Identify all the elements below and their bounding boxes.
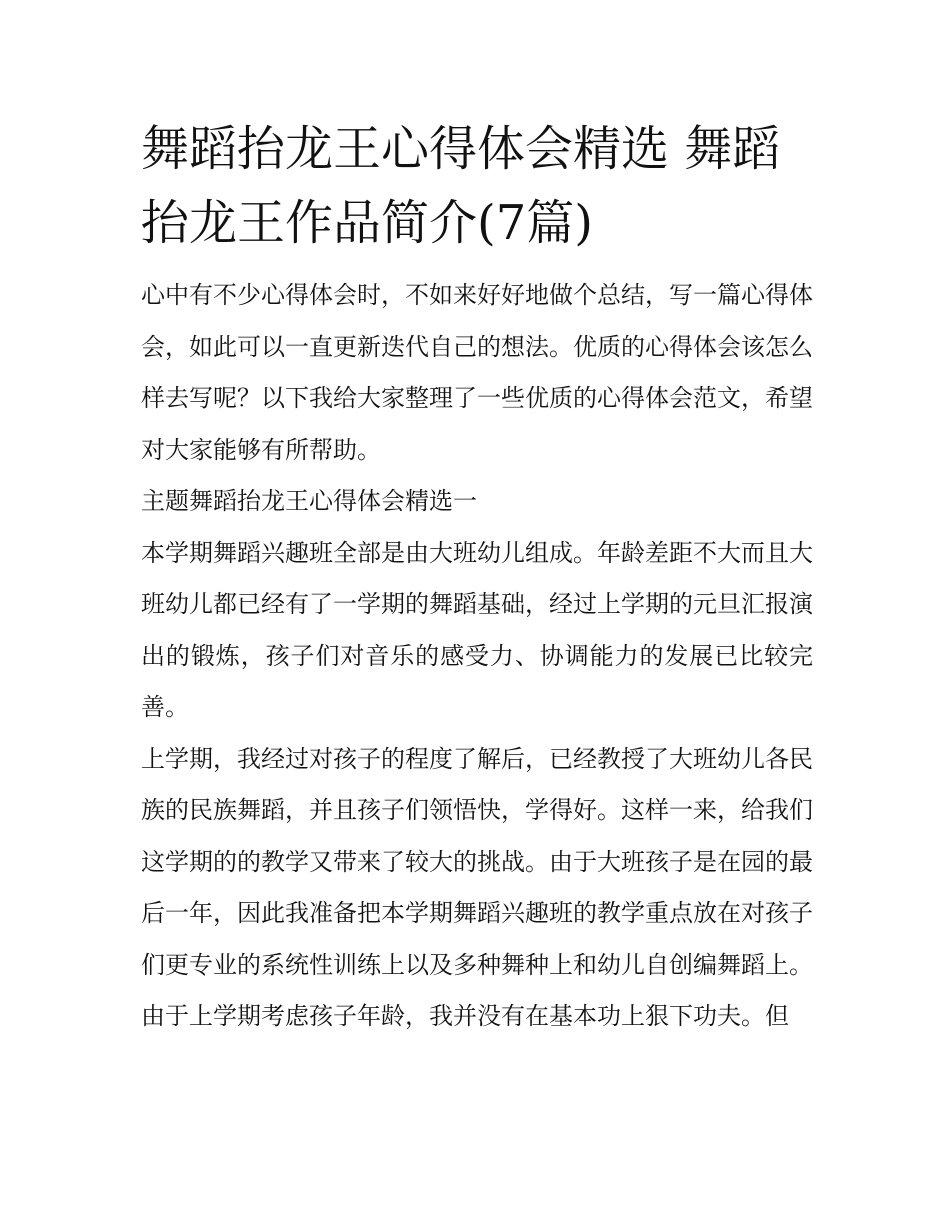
body-paragraph: 上学期，我经过对孩子的程度了解后，已经教授了大班幼儿各民族的民族舞蹈，并且孩子们领悟快，学得好。这样一来，给我们这学期的的教学又带来了较大的挑战。由于大班孩子是在园的最后一年，因此我准备把本学期舞蹈兴趣班的教学重点放在对孩子们更专业的系统性训练上以及多种舞种上和幼儿自创编舞蹈上。 [141,744,813,979]
section-heading: 主题舞蹈抬龙王心得体会精选一 [141,487,477,515]
document-title: 舞蹈抬龙王心得体会精选 舞蹈抬龙王作品简介(7篇) [141,121,781,251]
document-page [141,112,813,1043]
intro-paragraph: 心中有不少心得体会时，不如来好好地做个总结，写一篇心得体会，如此可以一直更新迭代自己的想法。优质的心得体会该怎么样去写呢？以下我给大家整理了一些优质的心得体会范文，希望对大家能够有所帮助。 [141,281,813,464]
body-paragraph: 本学期舞蹈兴趣班全部是由大班幼儿组成。年龄差距不大而且大班幼儿都已经有了一学期的舞蹈基础，经过上学期的元旦汇报演出的锻炼，孩子们对音乐的感受力、协调能力的发展已比较完善。 [141,538,813,721]
body-paragraph: 由于上学期考虑孩子年龄，我并没有在基本功上狠下功夫。但 [141,1002,789,1030]
